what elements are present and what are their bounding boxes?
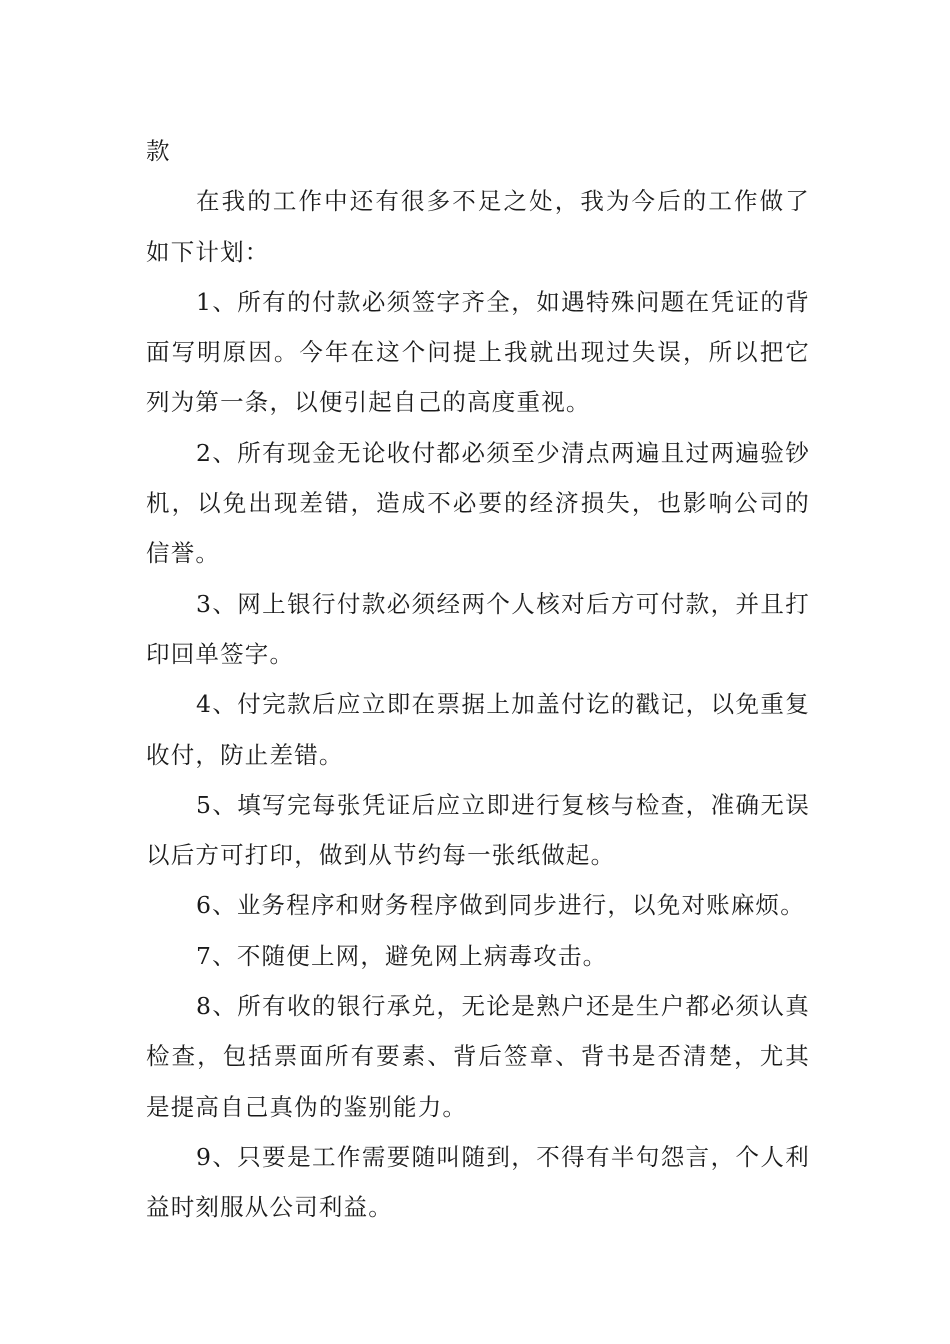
plan-item-2: 2、所有现金无论收付都必须至少清点两遍且过两遍验钞机，以免出现差错，造成不必要的经济损失，也影响公司的信誉。 [146, 438, 810, 568]
plan-item-1: 1、所有的付款必须签字齐全，如遇特殊问题在凭证的背面写明原因。今年在这个问提上我就出现过失误，所以把它列为第一条，以便引起自己的高度重视。 [146, 287, 810, 417]
plan-item-3: 3、网上银行付款必须经两个人核对后方可付款，并且打印回单签字。 [146, 589, 810, 668]
document-body [146, 126, 810, 1233]
plan-item-6: 6、业务程序和财务程序做到同步进行，以免对账麻烦。 [196, 891, 805, 920]
plan-item-4: 4、付完款后应立即在票据上加盖付讫的戳记，以免重复收付，防止差错。 [146, 690, 810, 769]
plan-item-9: 9、只要是工作需要随叫随到，不得有半句怨言，个人利益时刻服从公司利益。 [146, 1142, 810, 1222]
paragraph-intro: 在我的工作中还有很多不足之处，我为今后的工作做了如下计划： [146, 187, 810, 266]
plan-item-8: 8、所有收的银行承兑，无论是熟户还是生户都必须认真检查，包括票面所有要素、背后签章、背书是否清楚，尤其是提高自己真伪的鉴别能力。 [146, 992, 810, 1121]
plan-item-7: 7、不随便上网，避免网上病毒攻击。 [196, 941, 608, 970]
plan-item-5: 5、填写完每张凭证后应立即进行复核与检查，准确无误以后方可打印，做到从节约每一张纸做起。 [146, 790, 810, 870]
paragraph-continuation: 款 [146, 137, 171, 165]
